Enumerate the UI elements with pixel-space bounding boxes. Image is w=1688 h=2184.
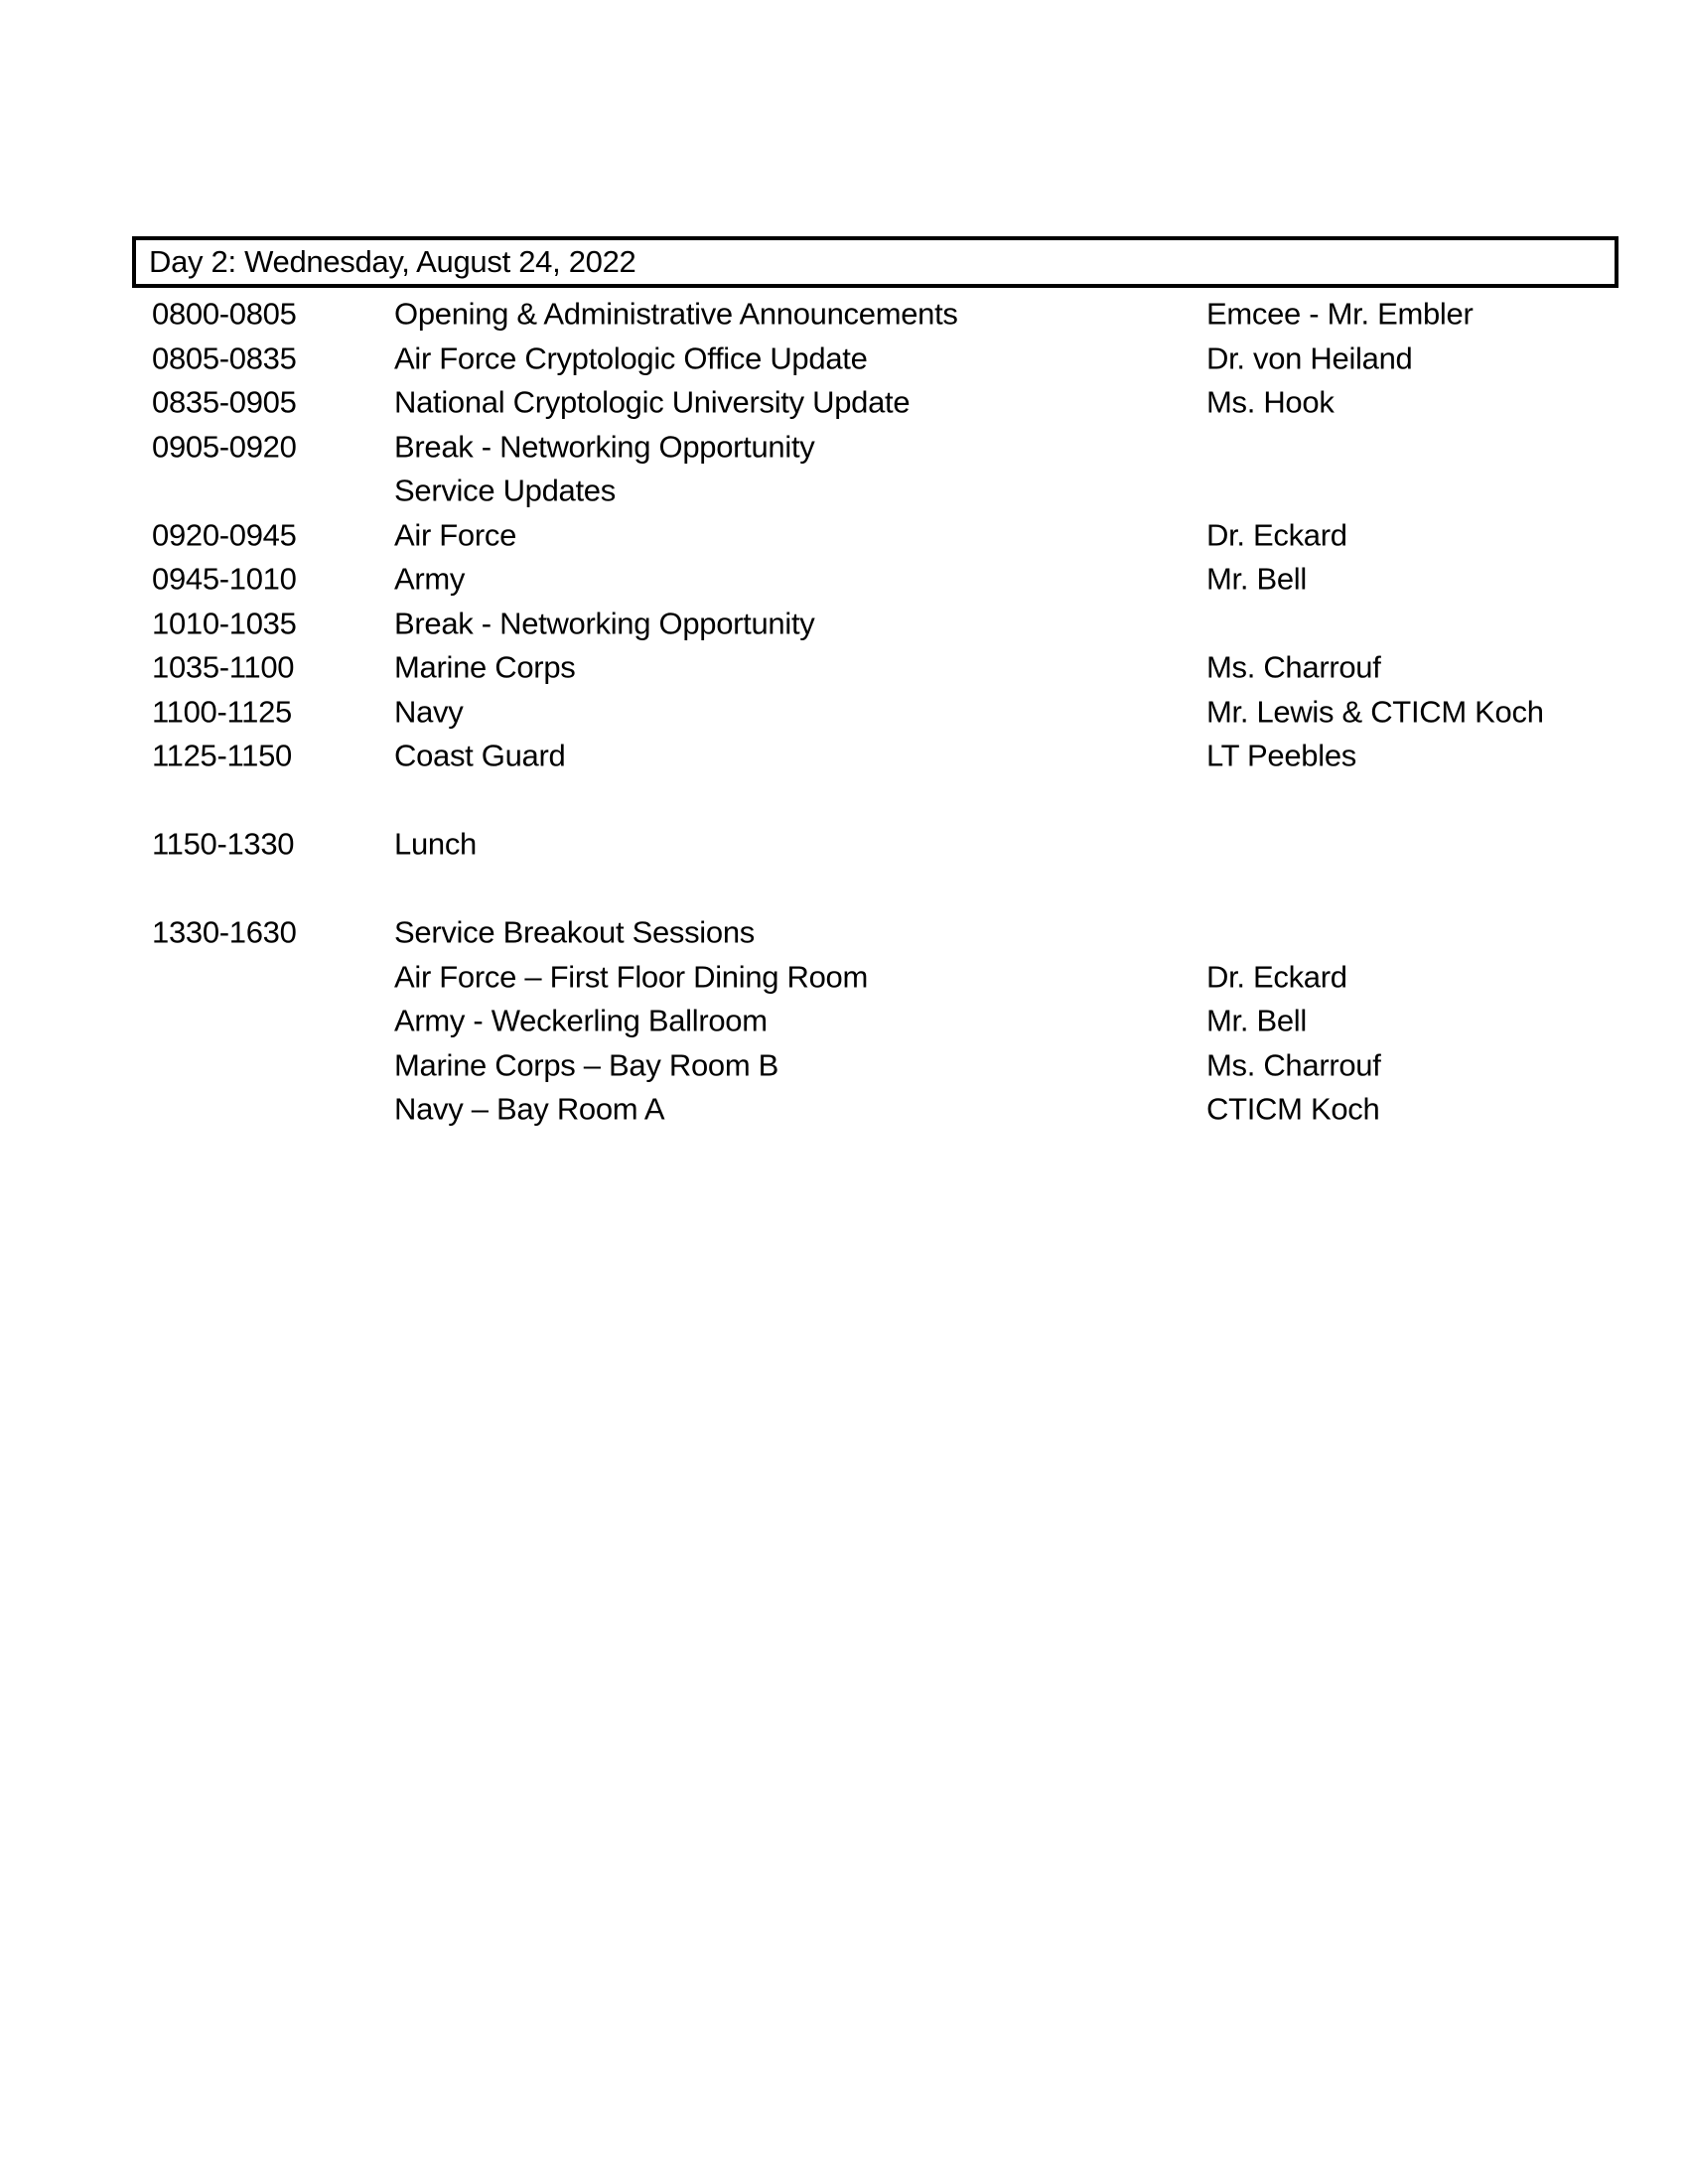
- schedule-time: 0945-1010: [152, 561, 297, 597]
- schedule-item: Marine Corps – Bay Room B: [394, 1047, 779, 1083]
- schedule-item: Service Breakout Sessions: [394, 914, 755, 950]
- schedule-item: Break - Networking Opportunity: [394, 606, 815, 641]
- schedule-item: National Cryptologic University Update: [394, 384, 911, 420]
- schedule-presenter: Dr. Eckard: [1206, 517, 1347, 553]
- schedule-row: [0, 910, 1688, 955]
- schedule-row: [0, 513, 1688, 558]
- schedule-row: [0, 602, 1688, 646]
- day-header-box: [132, 236, 1618, 288]
- schedule-item: Break - Networking Opportunity: [394, 429, 815, 465]
- schedule-presenter: CTICM Koch: [1206, 1091, 1380, 1127]
- schedule-row: [0, 955, 1688, 1000]
- schedule-row: [0, 469, 1688, 513]
- schedule-time: 1125-1150: [152, 738, 292, 773]
- schedule-item: Army - Weckerling Ballroom: [394, 1003, 768, 1038]
- schedule-presenter: Ms. Charrouf: [1206, 1047, 1381, 1083]
- schedule-row: [0, 778, 1688, 823]
- schedule-presenter: Mr. Lewis & CTICM Koch: [1206, 694, 1544, 730]
- schedule-presenter: Mr. Bell: [1206, 1003, 1307, 1038]
- schedule-table: [0, 292, 1688, 1132]
- schedule-presenter: Emcee - Mr. Embler: [1206, 296, 1474, 332]
- schedule-presenter: Ms. Charrouf: [1206, 649, 1381, 685]
- schedule-item: Army: [394, 561, 466, 597]
- schedule-time: 0805-0835: [152, 341, 297, 376]
- schedule-row: [0, 425, 1688, 470]
- schedule-row: [0, 380, 1688, 425]
- schedule-row: [0, 867, 1688, 911]
- schedule-time: 0835-0905: [152, 384, 297, 420]
- schedule-presenter: Ms. Hook: [1206, 384, 1335, 420]
- schedule-time: 1010-1035: [152, 606, 297, 641]
- schedule-presenter: Dr. von Heiland: [1206, 341, 1413, 376]
- schedule-item: Marine Corps: [394, 649, 576, 685]
- schedule-time: 1330-1630: [152, 914, 297, 950]
- schedule-row: [0, 734, 1688, 778]
- schedule-presenter: Mr. Bell: [1206, 561, 1307, 597]
- schedule-time: 0905-0920: [152, 429, 297, 465]
- schedule-item: Air Force – First Floor Dining Room: [394, 959, 869, 995]
- schedule-row: [0, 822, 1688, 867]
- schedule-presenter: LT Peebles: [1206, 738, 1356, 773]
- schedule-item: Air Force Cryptologic Office Update: [394, 341, 868, 376]
- schedule-row: [0, 557, 1688, 602]
- schedule-item: Coast Guard: [394, 738, 566, 773]
- schedule-row: [0, 292, 1688, 337]
- schedule-presenter: Dr. Eckard: [1206, 959, 1347, 995]
- schedule-item: Navy: [394, 694, 464, 730]
- schedule-row: [0, 337, 1688, 381]
- schedule-row: [0, 690, 1688, 735]
- schedule-item: Lunch: [394, 826, 477, 862]
- schedule-row: [0, 645, 1688, 690]
- schedule-time: 1035-1100: [152, 649, 295, 685]
- schedule-item: Navy – Bay Room A: [394, 1091, 665, 1127]
- schedule-item: Service Updates: [394, 473, 616, 508]
- schedule-row: [0, 1087, 1688, 1132]
- schedule-row: [0, 1043, 1688, 1088]
- schedule-time: 1100-1125: [152, 694, 292, 730]
- schedule-time: 0800-0805: [152, 296, 297, 332]
- schedule-item: Opening & Administrative Announcements: [394, 296, 958, 332]
- day-header-title: Day 2: Wednesday, August 24, 2022: [149, 244, 636, 279]
- schedule-item: Air Force: [394, 517, 517, 553]
- schedule-time: 1150-1330: [152, 826, 295, 862]
- schedule-time: 0920-0945: [152, 517, 297, 553]
- schedule-row: [0, 999, 1688, 1043]
